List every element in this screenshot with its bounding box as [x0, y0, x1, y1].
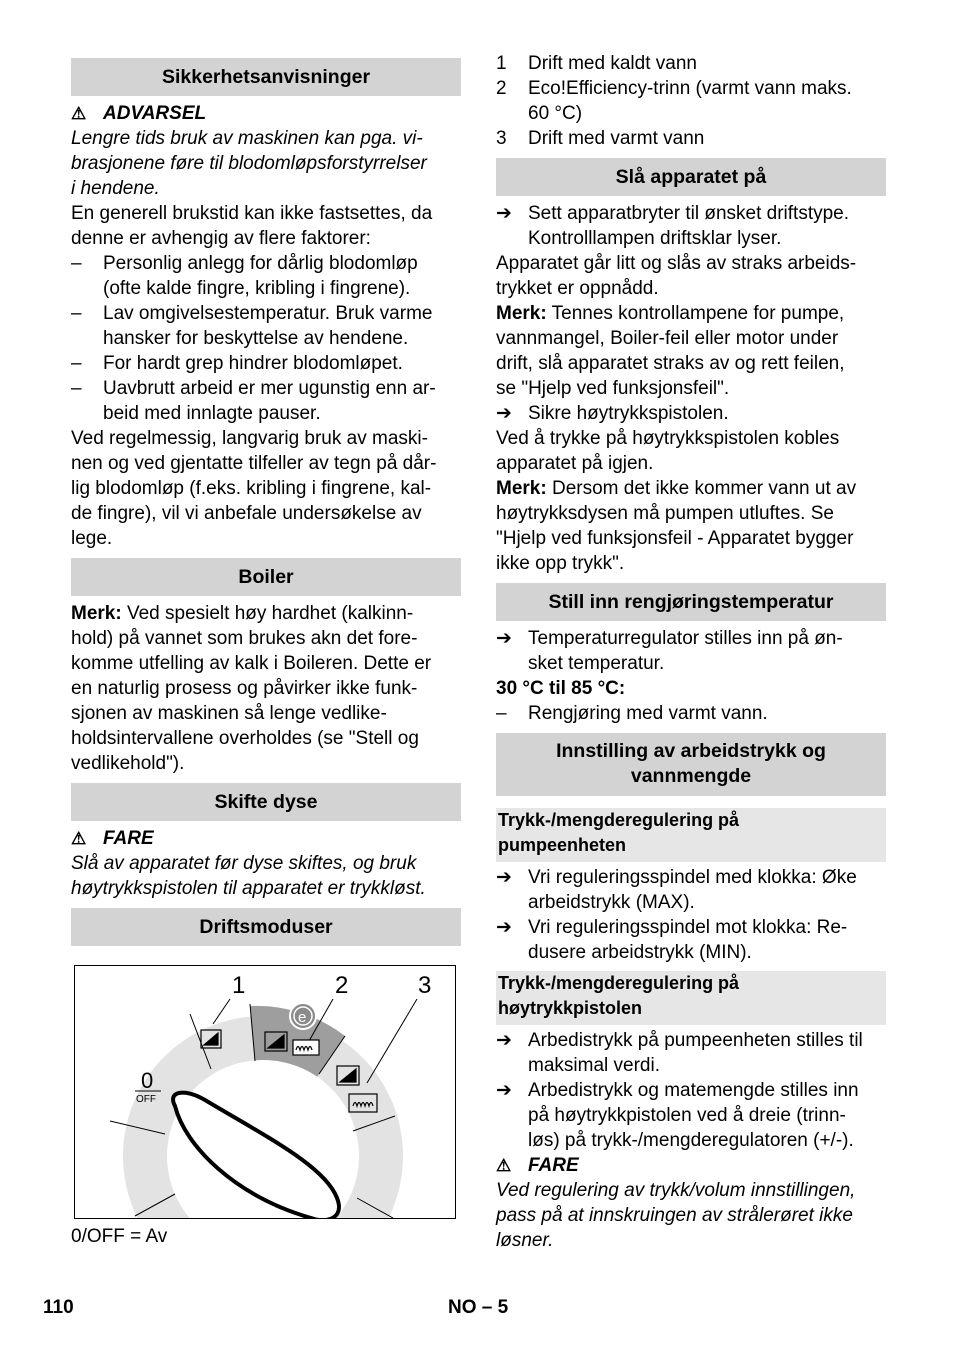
list-item: – Rengjøring med varmt vann.	[496, 703, 768, 724]
danger-text: løsner.	[496, 1230, 554, 1251]
step-cont: på høytrykkpistolen ved å dreie (trinn-	[528, 1105, 846, 1126]
paragraph: Apparatet går litt og slås av straks arbeids-	[496, 253, 857, 274]
warning-triangle-icon: ⚠	[71, 829, 87, 848]
step-cont: dusere arbeidstrykk (MIN).	[528, 942, 752, 963]
danger-label: ⚠ FARE	[71, 828, 154, 849]
paragraph: en naturlig prosess og påvirker ikke funk-	[71, 678, 418, 699]
danger-text: Slå av apparatet før dyse skiftes, og bruk	[71, 853, 417, 874]
subsection-heading-pump: Trykk-/mengderegulering på pumpeenheten	[496, 808, 886, 862]
warning-text: brasjonene føre til blodomløpsforstyrrelser	[71, 153, 427, 174]
list-item-cont: hansker for beskyttelse av hendene.	[103, 328, 409, 349]
mode-list-item-cont: 60 °C)	[528, 103, 583, 124]
paragraph: Merk: Tennes kontrollampene for pumpe,	[496, 303, 845, 324]
warning-triangle-icon: ⚠	[496, 1156, 512, 1175]
section-heading-temperature: Still inn rengjøringstemperatur	[496, 583, 886, 621]
paragraph: Merk: Dersom det ikke kommer vann ut av	[496, 478, 857, 499]
arrow-right-icon: ➔	[496, 1080, 512, 1101]
paragraph: En generell brukstid kan ikke fastsettes, da	[71, 203, 433, 224]
paragraph: Ved å trykke på høytrykkspistolen kobles	[496, 428, 840, 449]
dial-label-2: 2	[335, 972, 349, 999]
danger-label: ⚠ FARE	[496, 1155, 579, 1176]
paragraph: de fingre), vil vi anbefale undersøkelse av	[71, 503, 422, 524]
step-cont: løs) på trykk-/mengderegulatoren (+/-).	[528, 1130, 854, 1151]
paragraph: denne er avhengig av flere faktorer:	[71, 228, 371, 249]
danger-text: Ved regulering av trykk/volum innstillingen,	[496, 1180, 856, 1201]
warning-text: i hendene.	[71, 178, 160, 199]
step-cont: Kontrolllampen driftsklar lyser.	[528, 228, 782, 249]
dial-label-1: 1	[232, 972, 246, 999]
danger-text: høytrykkspistolen til apparatet er trykkløst.	[71, 878, 426, 899]
paragraph: vedlikehold").	[71, 753, 185, 774]
paragraph: lig blodomløp (f.eks. kribling i fingrene, kal-	[71, 478, 432, 499]
paragraph: komme utfelling av kalk i Boileren. Dette er	[71, 653, 432, 674]
paragraph: Merk: Ved spesielt høy hardhet (kalkinn-	[71, 603, 414, 624]
paragraph: lege.	[71, 528, 113, 549]
arrow-right-icon: ➔	[496, 203, 512, 224]
list-item: – Lav omgivelsestemperatur. Bruk varme	[71, 303, 433, 324]
dial-caption: 0/OFF = Av	[71, 1226, 168, 1247]
section-heading-pressure: Innstilling av arbeidstrykk og vannmengde	[496, 733, 886, 796]
step: ➔ Vri reguleringsspindel med klokka: Øke	[496, 867, 857, 888]
step-cont: maksimal verdi.	[528, 1055, 660, 1076]
section-heading-modes: Driftsmoduser	[71, 908, 461, 946]
page-code: NO – 5	[448, 1297, 509, 1318]
step: ➔ Sikre høytrykkspistolen.	[496, 403, 729, 424]
danger-text: pass på at innskruingen av strålerøret ikke	[496, 1205, 853, 1226]
mode-list-item: 3 Drift med varmt vann	[496, 128, 705, 149]
dial-label-0: 0	[141, 1068, 154, 1093]
list-item: – Uavbrutt arbeid er mer ugunstig enn ar-	[71, 378, 436, 399]
paragraph: vannmangel, Boiler-feil eller motor under	[496, 328, 839, 349]
step: ➔ Sett apparatbryter til ønsket driftstype.	[496, 203, 850, 224]
paragraph: hold) på vannet som brukes akn det fore-	[71, 628, 418, 649]
paragraph: drift, slå apparatet straks av og rett feilen,	[496, 353, 845, 374]
section-heading-switch-on: Slå apparatet på	[496, 158, 886, 196]
eco-label: e	[298, 1009, 307, 1026]
arrow-right-icon: ➔	[496, 628, 512, 649]
page-number: 110	[43, 1297, 74, 1318]
step: ➔ Arbedistrykk på pumpeenheten stilles til	[496, 1030, 863, 1051]
list-item: – For hardt grep hindrer blodomløpet.	[71, 353, 403, 374]
step: ➔ Arbedistrykk og matemengde stilles inn	[496, 1080, 859, 1101]
arrow-right-icon: ➔	[496, 1030, 512, 1051]
paragraph: se "Hjelp ved funksjonsfeil".	[496, 378, 730, 399]
mode-list-item: 1 Drift med kaldt vann	[496, 53, 697, 74]
section-heading-boiler: Boiler	[71, 558, 461, 596]
list-item: – Personlig anlegg for dårlig blodomløp	[71, 253, 418, 274]
paragraph: apparatet på igjen.	[496, 453, 654, 474]
subsection-heading-gun: Trykk-/mengderegulering på høytrykkpistolen	[496, 971, 886, 1025]
range-label: 30 °C til 85 °C:	[496, 678, 626, 699]
warning-triangle-icon: ⚠	[71, 104, 87, 123]
warning-text: Lengre tids bruk av maskinen kan pga. vi-	[71, 128, 423, 149]
arrow-right-icon: ➔	[496, 403, 512, 424]
step-cont: sket temperatur.	[528, 653, 665, 674]
step: ➔ Vri reguleringsspindel mot klokka: Re-	[496, 917, 848, 938]
paragraph: trykket er oppnådd.	[496, 278, 659, 299]
paragraph: ikke opp trykk".	[496, 553, 625, 574]
paragraph: "Hjelp ved funksjonsfeil - Apparatet bygger	[496, 528, 854, 549]
mode-list-item: 2 Eco!Efficiency-trinn (varmt vann maks.	[496, 78, 852, 99]
section-heading-safety: Sikkerhetsanvisninger	[71, 58, 461, 96]
paragraph: Ved regelmessig, langvarig bruk av maski-	[71, 428, 428, 449]
paragraph: sjonen av maskinen så lenge vedlike-	[71, 703, 387, 724]
arrow-right-icon: ➔	[496, 867, 512, 888]
step: ➔ Temperaturregulator stilles inn på øn-	[496, 628, 843, 649]
dial-label-3: 3	[418, 972, 432, 999]
step-cont: arbeidstrykk (MAX).	[528, 892, 695, 913]
paragraph: høytrykksdysen må pumpen utluftes. Se	[496, 503, 834, 524]
arrow-right-icon: ➔	[496, 917, 512, 938]
section-heading-nozzle: Skifte dyse	[71, 783, 461, 821]
paragraph: holdsintervallene overholdes (se "Stell og	[71, 728, 419, 749]
mode-dial-drawing	[75, 966, 455, 1218]
warning-label: ⚠ ADVARSEL	[71, 103, 207, 124]
list-item-cont: (ofte kalde fingre, kribling i fingrene).	[103, 278, 411, 299]
list-item-cont: beid med innlagte pauser.	[103, 403, 321, 424]
paragraph: nen og ved gjentatte tilfeller av tegn på dår-	[71, 453, 437, 474]
off-label: OFF	[136, 1094, 156, 1105]
mode-dial-figure	[74, 965, 456, 1219]
